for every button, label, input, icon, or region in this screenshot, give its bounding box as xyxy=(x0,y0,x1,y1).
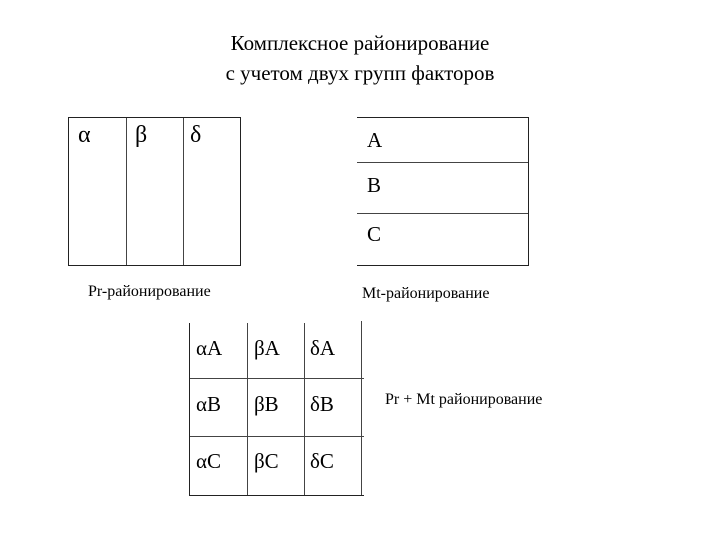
grid-cell-beta-c: βC xyxy=(254,449,279,473)
mt-label-a: A xyxy=(367,128,383,152)
grid-horizontal-line-2 xyxy=(190,436,364,437)
pr-symbol-beta: β xyxy=(135,122,148,148)
grid-vertical-line-2 xyxy=(304,323,305,495)
combined-zoning-grid xyxy=(189,323,364,496)
grid-cell-delta-a: δA xyxy=(310,336,336,360)
grid-cell-beta-b: βB xyxy=(254,392,279,416)
grid-cell-alpha-a: αA xyxy=(196,336,223,360)
combined-caption: Pr + Mt районирование xyxy=(385,391,543,408)
mt-divider-2 xyxy=(357,213,528,214)
diagram-title-line-1: Комплексное районирование xyxy=(230,31,490,55)
grid-cell-beta-a: βA xyxy=(254,336,280,360)
grid-vertical-line-3 xyxy=(361,321,362,495)
grid-horizontal-line-1 xyxy=(190,378,364,379)
grid-cell-alpha-c: αC xyxy=(196,449,222,473)
grid-cell-alpha-b: αB xyxy=(196,392,222,416)
mt-divider-1 xyxy=(357,162,528,163)
mt-caption: Mt-районирование xyxy=(362,285,490,302)
grid-cell-delta-b: δB xyxy=(310,392,334,416)
mt-label-b: B xyxy=(367,173,382,197)
mt-zoning-box xyxy=(357,117,529,266)
pr-zoning-box xyxy=(68,117,241,266)
mt-label-c: C xyxy=(367,222,382,246)
diagram-title-line-2: с учетом двух групп факторов xyxy=(225,61,495,85)
grid-cell-delta-c: δC xyxy=(310,449,334,473)
grid-vertical-line-1 xyxy=(247,323,248,495)
pr-symbol-delta: δ xyxy=(190,122,202,148)
pr-caption: Pr-районирование xyxy=(88,283,211,300)
pr-symbol-alpha: α xyxy=(78,122,91,148)
pr-divider-2 xyxy=(183,118,184,265)
pr-divider-1 xyxy=(126,118,127,265)
